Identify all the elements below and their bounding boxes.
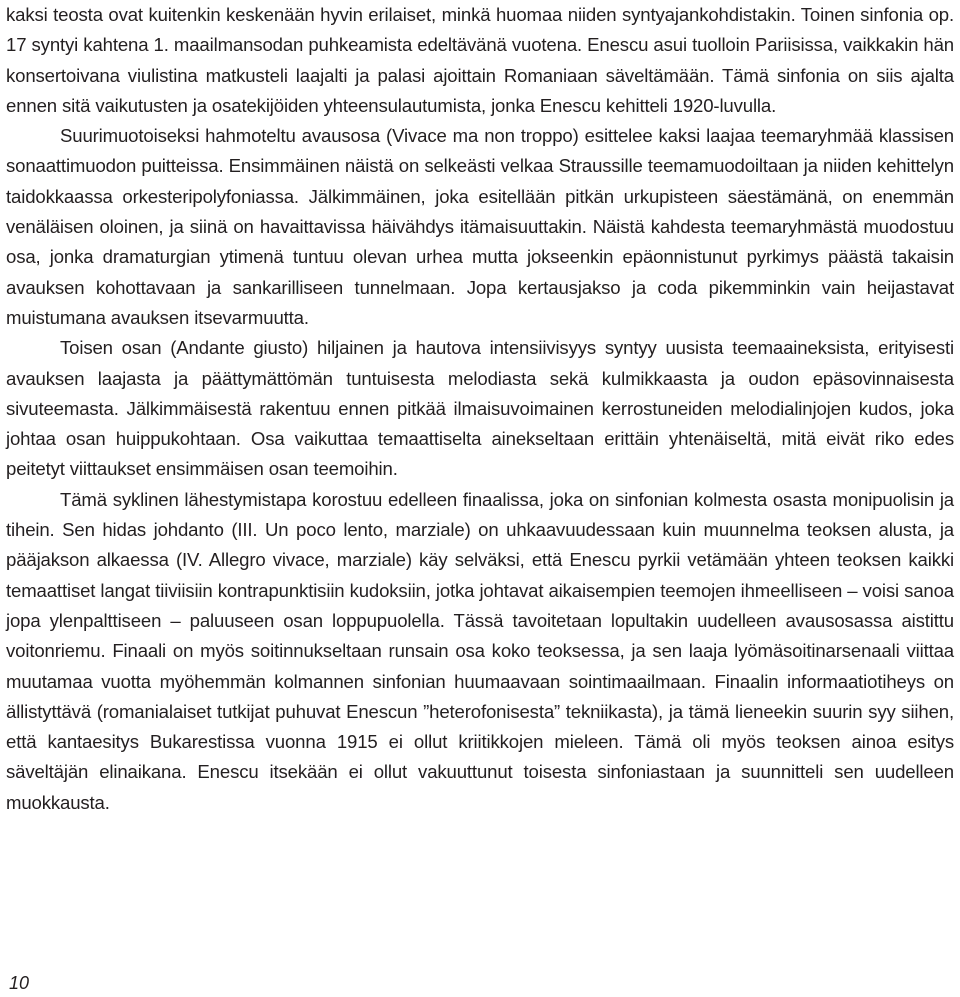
document-page [6,0,954,818]
page-number: 10 [9,973,30,993]
paragraph-3: Toisen osan (Andante giusto) hiljainen ja hautova intensiivisyys syntyy uusista teemaaineksista, erityisesti avauksen laajasta ja päättymättömän tuntuisesta melodiasta sekä kulmikkaasta ja oudon epäsovinnaisesta sivuteemasta. Jälkimmäisestä rakentuu ennen pitkää ilmaisuvoimainen kerrostuneiden melodialinjojen kudos, joka johtaa osan huippukohtaan. Osa vaikuttaa temaattiselta ainekseltaan erittäin yhtenäiseltä, mitä eivät riko edes peitetyt viittaukset ensimmäisen osan teemoihin. [6,337,954,480]
paragraph-2: Suurimuotoiseksi hahmoteltu avausosa (Vivace ma non troppo) esittelee kaksi laajaa teemaryhmää klassisen sonaattimuodon puitteissa. Ensimmäinen näistä on selkeästi velkaa Straussille teemamuodoiltaan ja niiden kehittelyn taidokkaassa orkesteripolyfoniassa. Jälkimmäinen, joka esitellään pitkän urkupisteen säestämänä, on enemmän venäläisen oloinen, ja siinä on havaittavissa häivähdys itämaisuuttakin. Näistä kahdesta teemaryhmästä muodostuu osa, jonka dramaturgian ytimenä tuntuu olevan urhea mutta jokseenkin epäonnistunut pyrkimys päästä takaisin avauksen kohottavaan ja sankarilliseen tunnelmaan. Jopa kertausjakso ja coda pikemminkin vain heijastavat muistumana avauksen itsevarmuutta. [6,125,954,328]
paragraph-1: kaksi teosta ovat kuitenkin keskenään hyvin erilaiset, minkä huomaa niiden syntyajankohdistakin. Toinen sinfonia op. 17 syntyi kahtena 1. maailmansodan puhkeamista edeltävänä vuotena. Enescu asui tuolloin Pariisissa, vaikkakin hän konsertoivana viulistina matkusteli laajalti ja palasi ajoittain Romaniaan säveltämään. Tämä sinfonia on siis ajalta ennen sitä vaikutusten ja osatekijöiden yhteensulautumista, jonka Enescu kehitteli 1920-luvulla. [6,4,954,116]
paragraph-4: Tämä syklinen lähestymistapa korostuu edelleen finaalissa, joka on sinfonian kolmesta osasta monipuolisin ja tihein. Sen hidas johdanto (III. Un poco lento, marziale) on uhkaavuudessaan kuin muunnelma teoksen alusta, ja pääjakson alkaessa (IV. Allegro vivace, marziale) käy selväksi, että Enescu pyrkii vetämään yhteen teoksen kaikki temaattiset langat tiiviisiin kontrapunktisiin kudoksiin, jotka johtavat aikaisempien teemojen ihmeelliseen – voisi sanoa jopa ylenpalttiseen – paluuseen osan loppupuolella. Tässä tavoitetaan lopultakin uudelleen avausosassa aistittu voitonriemu. Finaali on myös soitinnukseltaan runsain osa koko teoksessa, ja sen laaja lyömäsoitinarsenaali viittaa muutamaa vuotta myöhemmän kolmannen sinfonian huumaavaan sointimaailmaan. Finaalin informaatiotiheys on ällistyttävä (romanialaiset tutkijat puhuvat Enescun ”heterofonisesta” tekniikasta), ja tämä lieneekin suurin syy siihen, että kantaesitys Bukarestissa vuonna 1915 ei ollut kriitikkojen mieleen. Tämä oli myös teoksen ainoa esitys säveltäjän elinaikana. Enescu itsekään ei ollut vakuuttunut toisesta sinfoniastaan ja suunnitteli sen uudelleen muokkausta. [6,488,954,813]
